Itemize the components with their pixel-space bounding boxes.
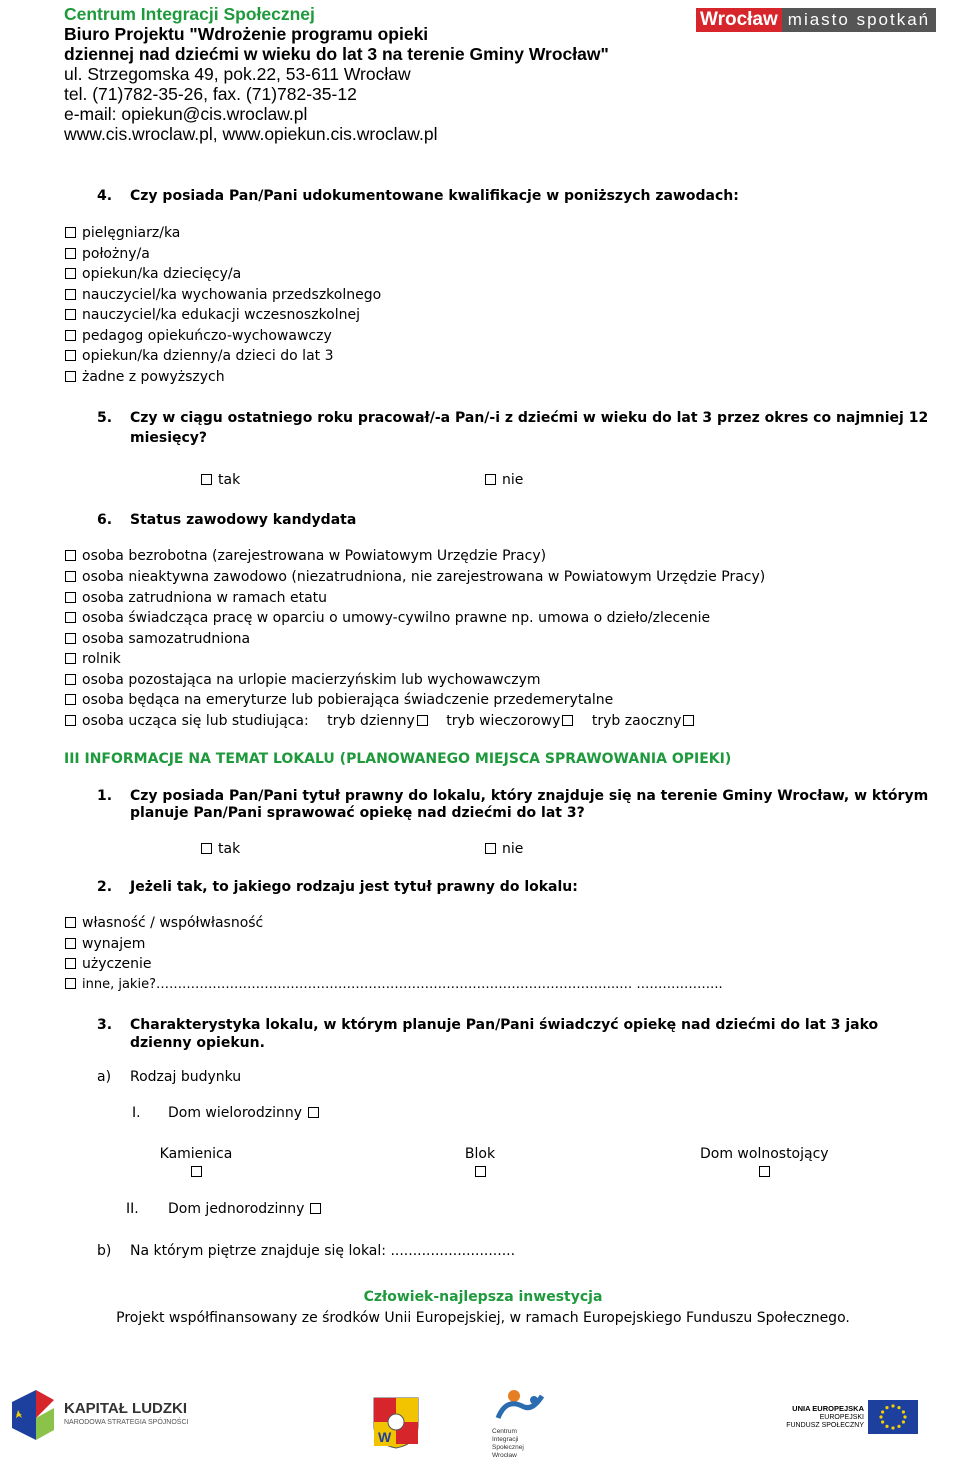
checkbox-icon[interactable]: [65, 289, 76, 300]
eu-logo: [780, 1400, 930, 1436]
org-name: Centrum Integracji Społecznej: [64, 4, 315, 24]
q6-option[interactable]: osoba świadcząca pracę w oparciu o umowy-cywilno prawne np. umowa o dzieło/zlecenie: [65, 610, 710, 626]
project-line1: Biuro Projektu "Wdrożenie programu opieki: [64, 24, 429, 44]
s3-q1-no[interactable]: nie: [485, 841, 523, 857]
checkbox-icon[interactable]: [65, 371, 76, 382]
logo-wroclaw-text: Wrocław: [696, 8, 782, 32]
q5-line1: Czy w ciągu ostatniego roku pracował/-a Pan/-i z dziećmi w wieku do lat 3 przez okres co najmniej 12: [130, 410, 929, 426]
q4-option[interactable]: pedagog opiekuńczo-wychowawczy: [65, 328, 332, 344]
q4-option[interactable]: żadne z powyższych: [65, 369, 225, 385]
ii-label: II.: [126, 1201, 139, 1217]
logo-slogan-text: miasto spotkań: [782, 8, 936, 32]
checkbox-icon[interactable]: [65, 571, 76, 582]
checkbox-icon[interactable]: [65, 268, 76, 279]
b-label: b): [97, 1243, 112, 1259]
phone: tel. (71)782-35-26, fax. (71)782-35-12: [64, 84, 357, 104]
checkbox-icon[interactable]: [683, 715, 694, 726]
q5-yes[interactable]: tak: [201, 472, 240, 488]
s3-q3-line1: Charakterystyka lokalu, w którym planuje Pan/Pani świadczyć opiekę nad dziećmi do lat 3 jako: [130, 1017, 879, 1033]
checkbox-icon[interactable]: [65, 958, 76, 969]
checkbox-icon[interactable]: [65, 350, 76, 361]
q5-no[interactable]: nie: [485, 472, 523, 488]
kl-subtitle: NARODOWA STRATEGIA SPÓJNOŚCI: [64, 1419, 189, 1426]
checkbox-icon[interactable]: [65, 227, 76, 238]
q4-option[interactable]: położny/a: [65, 246, 150, 262]
s3-q1-line1: Czy posiada Pan/Pani tytuł prawny do lokalu, który znajduje się na terenie Gminy Wrocław, w którym: [130, 788, 929, 804]
q6-option[interactable]: osoba zatrudniona w ramach etatu: [65, 590, 327, 606]
website: www.cis.wroclaw.pl, www.opiekun.cis.wroclaw.pl: [64, 124, 438, 144]
checkbox-icon[interactable]: [201, 474, 212, 485]
s3-q1-number: 1.: [97, 788, 113, 804]
s3-q1-line2: planuje Pan/Pani sprawować opiekę nad dziećmi do lat 3?: [130, 805, 585, 821]
cis-line: Integracji: [492, 1436, 519, 1443]
cis-logo: [492, 1388, 552, 1464]
eu-title: UNIA EUROPEJSKA: [792, 1404, 864, 1413]
checkbox-icon[interactable]: [65, 938, 76, 949]
type-blok[interactable]: Blok: [440, 1146, 520, 1180]
checkbox-icon[interactable]: [485, 843, 496, 854]
single-family-option[interactable]: Dom jednorodzinny: [168, 1201, 321, 1217]
q6-text: Status zawodowy kandydata: [130, 512, 357, 528]
floor-field[interactable]: Na którym piętrze znajduje się lokal: ............................: [130, 1243, 516, 1259]
q6-number: 6.: [97, 512, 113, 528]
checkbox-icon[interactable]: [759, 1166, 770, 1177]
q4-option[interactable]: nauczyciel/ka edukacji wczesnoszkolnej: [65, 307, 360, 323]
mode-evening-label: tryb wieczorowy: [446, 713, 561, 729]
svg-text:W: W: [378, 1429, 392, 1445]
checkbox-icon[interactable]: [65, 592, 76, 603]
s3-q2-option-other[interactable]: inne, jakie?……………………………………………………………………………………………..… ………………..: [65, 977, 845, 993]
q4-option[interactable]: opiekun/ka dzienny/a dzieci do lat 3: [65, 348, 334, 364]
eu-flag-icon: [868, 1400, 918, 1434]
i-label: I.: [132, 1105, 141, 1121]
type-detached[interactable]: Dom wolnostojący: [700, 1146, 828, 1180]
type-kamienica[interactable]: Kamienica: [150, 1146, 242, 1180]
a-text: Rodzaj budynku: [130, 1069, 242, 1085]
checkbox-icon[interactable]: [65, 917, 76, 928]
checkbox-icon[interactable]: [201, 843, 212, 854]
checkbox-icon[interactable]: [65, 248, 76, 259]
address: ul. Strzegomska 49, pok.22, 53-611 Wrocław: [64, 64, 411, 84]
s3-q2-option[interactable]: użyczenie: [65, 956, 152, 972]
project-line2: dziennej nad dziećmi w wieku do lat 3 na terenie Gminy Wrocław": [64, 44, 609, 64]
q5-number: 5.: [97, 410, 113, 426]
cis-line: Społecznej: [492, 1444, 524, 1451]
checkbox-icon[interactable]: [65, 550, 76, 561]
checkbox-icon[interactable]: [65, 674, 76, 685]
cis-emblem-icon: [492, 1388, 548, 1424]
q4-option[interactable]: pielęgniarz/ka: [65, 225, 180, 241]
a-label: a): [97, 1069, 112, 1085]
checkbox-icon[interactable]: [308, 1107, 319, 1118]
eu-sub1: EUROPEJSKI: [819, 1414, 864, 1421]
s3-q3-line2: dzienny opiekun.: [130, 1035, 265, 1051]
s3-q3-number: 3.: [97, 1017, 113, 1033]
footer-slogan: Człowiek-najlepsza inwestycja: [363, 1289, 603, 1305]
q6-option[interactable]: rolnik: [65, 651, 121, 667]
section3-title: III INFORMACJE NA TEMAT LOKALU (PLANOWANEGO MIEJSCA SPRAWOWANIA OPIEKI): [64, 751, 732, 767]
q4-text: Czy posiada Pan/Pani udokumentowane kwalifikacje w poniższych zawodach:: [130, 188, 739, 204]
checkbox-icon[interactable]: [65, 715, 76, 726]
q4-option[interactable]: opiekun/ka dziecięcy/a: [65, 266, 241, 282]
email: e-mail: opiekun@cis.wroclaw.pl: [64, 104, 308, 124]
checkbox-icon[interactable]: [485, 474, 496, 485]
checkbox-icon[interactable]: [65, 978, 76, 989]
checkbox-icon[interactable]: [65, 633, 76, 644]
mode-extramural-label: tryb zaoczny: [591, 713, 682, 729]
kapital-ludzki-logo: [8, 1388, 189, 1444]
s3-q1-yes[interactable]: tak: [201, 841, 240, 857]
checkbox-icon[interactable]: [65, 653, 76, 664]
checkbox-icon[interactable]: [65, 612, 76, 623]
q4-number: 4.: [97, 188, 113, 204]
footer-project: Projekt współfinansowany ze środków Unii Europejskiej, w ramach Europejskiego Funduszu Społecznego.: [116, 1310, 850, 1326]
wroclaw-coat-of-arms-icon: [372, 1396, 420, 1450]
s3-q2-number: 2.: [97, 879, 113, 895]
checkbox-icon[interactable]: [310, 1203, 321, 1214]
q6-option[interactable]: osoba pozostająca na urlopie macierzyńskim lub wychowawczym: [65, 672, 541, 688]
s3-q2-option[interactable]: wynajem: [65, 936, 145, 952]
multi-family-option[interactable]: Dom wielorodzinny: [168, 1105, 319, 1121]
cis-line: Wrocław: [492, 1452, 517, 1459]
checkbox-icon[interactable]: [191, 1166, 202, 1177]
mode-day-label: tryb dzienny: [327, 713, 415, 729]
eu-sub2: FUNDUSZ SPOŁECZNY: [786, 1422, 864, 1429]
checkbox-icon[interactable]: [562, 715, 573, 726]
s3-q2-option[interactable]: własność / współwłasność: [65, 915, 263, 931]
checkbox-icon[interactable]: [475, 1166, 486, 1177]
q6-option[interactable]: osoba samozatrudniona: [65, 631, 250, 647]
q4-option[interactable]: nauczyciel/ka wychowania przedszkolnego: [65, 287, 381, 303]
q6-option[interactable]: osoba nieaktywna zawodowo (niezatrudniona, nie zarejestrowana w Powiatowym Urzędzie Pracy): [65, 569, 765, 585]
checkbox-icon[interactable]: [65, 309, 76, 320]
q6-option[interactable]: osoba bezrobotna (zarejestrowana w Powiatowym Urzędzie Pracy): [65, 548, 546, 564]
q6-student-option[interactable]: osoba ucząca się lub studiująca: tryb dzienny tryb wieczorowy tryb zaoczny: [65, 713, 694, 729]
wroclaw-logo: [696, 8, 936, 32]
kapital-ludzki-emblem-icon: [8, 1388, 60, 1444]
q6-option[interactable]: osoba będąca na emeryturze lub pobierająca świadczenie przedemerytalne: [65, 692, 613, 708]
checkbox-icon[interactable]: [65, 694, 76, 705]
q5-line2: miesięcy?: [130, 430, 208, 446]
cis-line: Centrum: [492, 1428, 517, 1435]
s3-q2-text: Jeżeli tak, to jakiego rodzaju jest tytuł prawny do lokalu:: [130, 879, 578, 895]
checkbox-icon[interactable]: [65, 330, 76, 341]
checkbox-icon[interactable]: [417, 715, 428, 726]
kl-title: KAPITAŁ LUDZKI: [64, 1400, 188, 1417]
